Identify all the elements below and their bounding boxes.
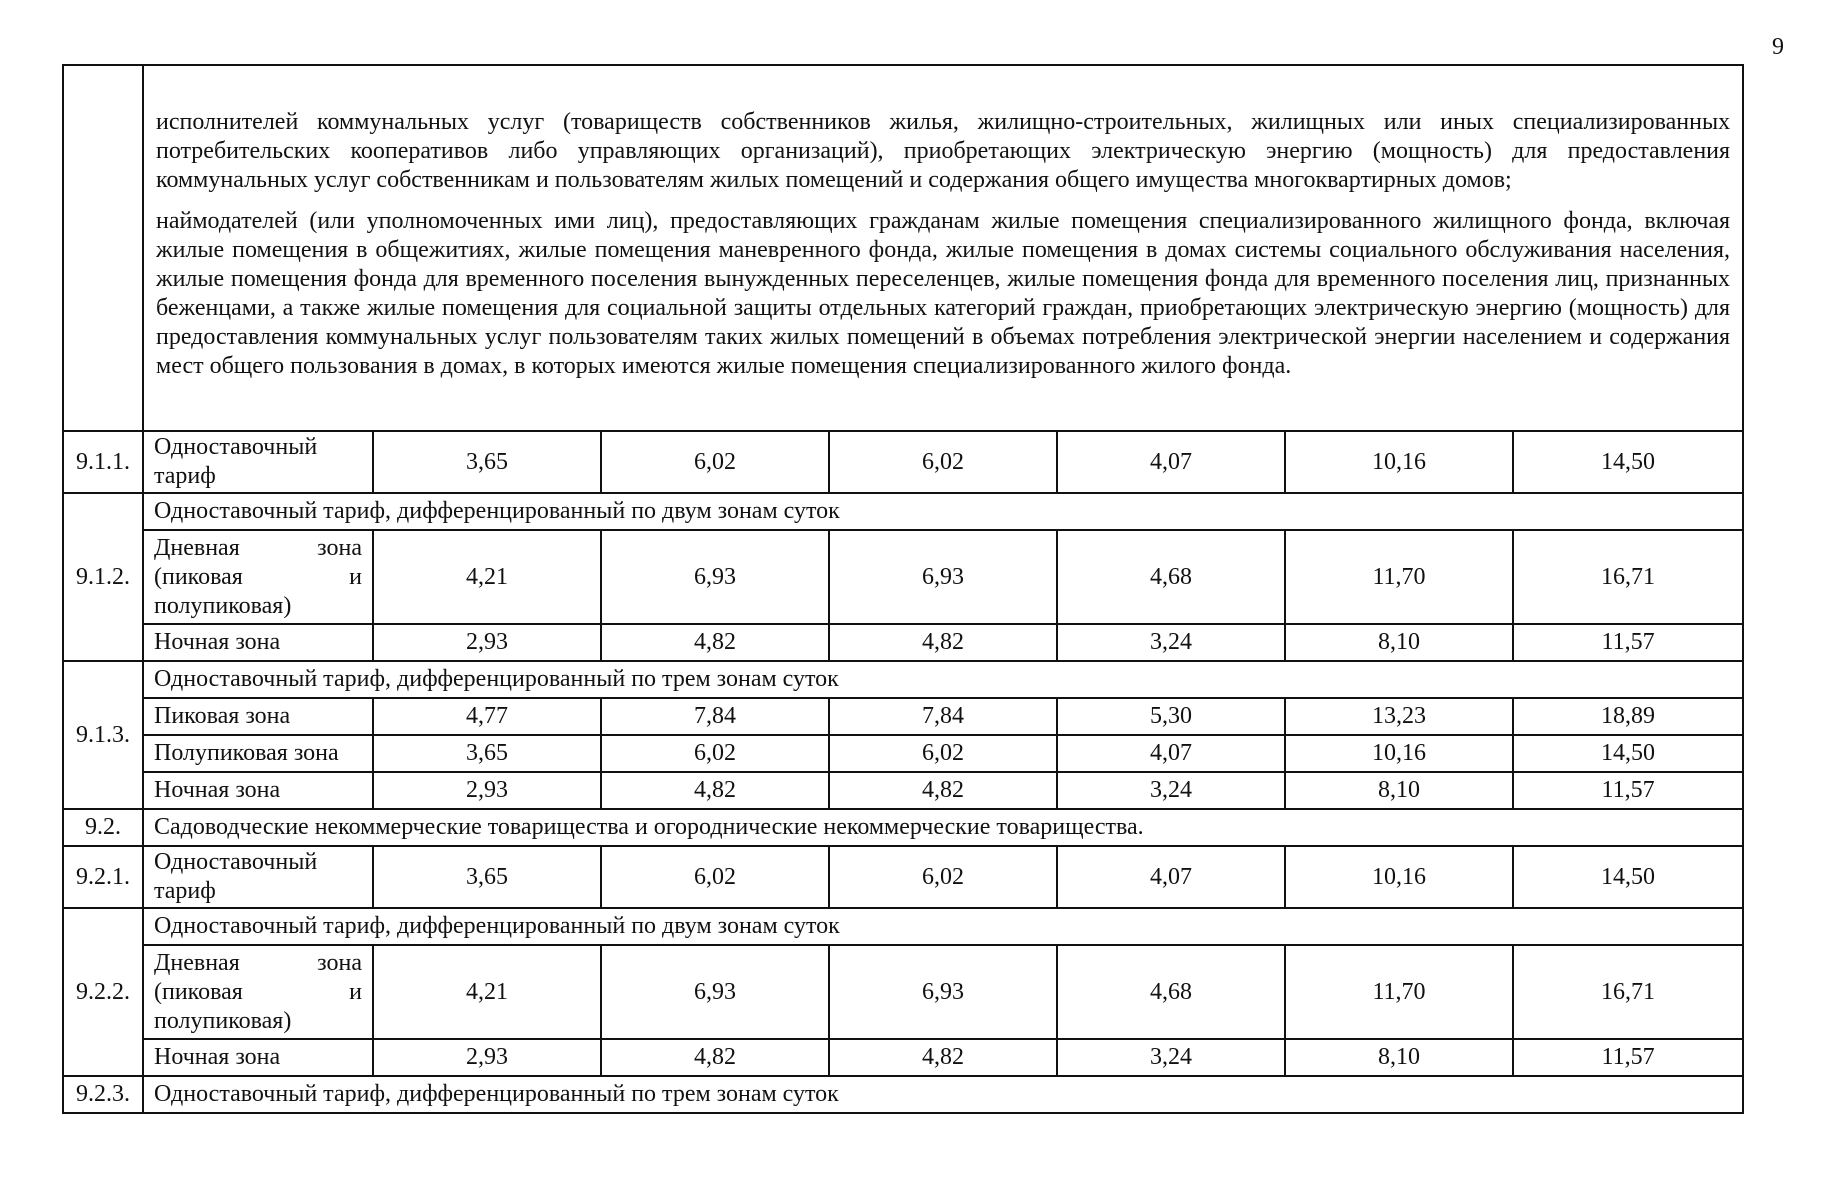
section-header: Одноставочный тариф, дифференцированный по трем зонам суток (143, 661, 1743, 698)
value-cell: 4,77 (373, 698, 601, 735)
page-number: 9 (1772, 34, 1784, 60)
value-cell: 6,02 (829, 735, 1057, 772)
row-number: 9.2.1. (63, 846, 143, 908)
value-cell: 6,93 (601, 530, 829, 624)
row-label: Полупиковая зона (143, 735, 373, 772)
section-header: Одноставочный тариф, дифференцированный по двум зонам суток (143, 493, 1743, 530)
intro-row (63, 65, 1743, 431)
value-cell: 6,02 (601, 735, 829, 772)
value-cell: 18,89 (1513, 698, 1743, 735)
row-number: 9.1.3. (63, 661, 143, 809)
value-cell: 6,02 (829, 846, 1057, 908)
row-number: 9.1.1. (63, 431, 143, 493)
row-label-day-zone: Дневная зона (пиковая и полупиковая) (143, 945, 373, 1039)
row-label-day-zone: Дневная зона (пиковая и полупиковая) (143, 530, 373, 624)
value-cell: 16,71 (1513, 945, 1743, 1039)
value-cell: 4,07 (1057, 735, 1285, 772)
value-cell: 6,02 (601, 846, 829, 908)
value-cell: 2,93 (373, 1039, 601, 1076)
table-row-9-2-2-day (63, 945, 1743, 1039)
row-label: Ночная зона (143, 772, 373, 809)
value-cell: 4,68 (1057, 530, 1285, 624)
value-cell: 7,84 (601, 698, 829, 735)
intro-paragraph-2: наймодателей (или уполномоченных ими лиц), предоставляющих гражданам жилые помещения специализированного жилищного фонда, включая жилые помещения в общежитиях, жилые помещения маневренного фонда, жилые помещения в домах системы социального обслуживания населения, жилые помещения фонда для временного поселения вынужденных переселенцев, жилые помещения фонда для временного поселения лиц, признанных беженцами, а также жилые помещения для социальной защиты отдельных категорий граждан, приобретающих электрическую энергию (мощность) для предоставления коммунальных услуг пользователям таких жилых помещений в объемах потребления электрической энергии населением и содержания мест общего пользования в домах, в которых имеются жилые помещения специализированного жилого фонда. (156, 207, 1731, 379)
value-cell: 14,50 (1513, 431, 1743, 493)
table-row-9-1-1 (63, 431, 1743, 493)
value-cell: 11,57 (1513, 624, 1743, 661)
value-cell: 3,65 (373, 735, 601, 772)
row-number: 9.2.2. (63, 908, 143, 1076)
value-cell: 10,16 (1285, 846, 1513, 908)
value-cell: 11,57 (1513, 772, 1743, 809)
row-label: Ночная зона (143, 624, 373, 661)
value-cell: 4,21 (373, 945, 601, 1039)
value-cell: 14,50 (1513, 846, 1743, 908)
row-label: Одноставочный тариф (143, 846, 373, 908)
value-cell: 8,10 (1285, 772, 1513, 809)
value-cell: 2,93 (373, 772, 601, 809)
row-number: 9.2.3. (63, 1076, 143, 1113)
table-row-9-1-3-night (63, 772, 1743, 809)
value-cell: 3,65 (373, 846, 601, 908)
value-cell: 8,10 (1285, 1039, 1513, 1076)
value-cell: 4,82 (601, 1039, 829, 1076)
value-cell: 6,02 (601, 431, 829, 493)
table-row-9-1-2-night (63, 624, 1743, 661)
value-cell: 4,82 (829, 772, 1057, 809)
value-cell: 10,16 (1285, 735, 1513, 772)
value-cell: 4,82 (601, 772, 829, 809)
value-cell: 3,24 (1057, 624, 1285, 661)
value-cell: 4,07 (1057, 431, 1285, 493)
row-label: Одноставочный тариф (143, 431, 373, 493)
value-cell: 4,82 (829, 624, 1057, 661)
value-cell: 11,70 (1285, 530, 1513, 624)
value-cell: 6,02 (829, 431, 1057, 493)
value-cell: 10,16 (1285, 431, 1513, 493)
value-cell: 3,24 (1057, 772, 1285, 809)
intro-text-cell (143, 65, 1743, 431)
value-cell: 3,24 (1057, 1039, 1285, 1076)
table-row-9-1-2-header (63, 493, 1743, 530)
value-cell: 4,07 (1057, 846, 1285, 908)
table-row-9-1-3-semi-peak (63, 735, 1743, 772)
table-row-9-2 (63, 809, 1743, 846)
value-cell: 6,93 (829, 945, 1057, 1039)
value-cell: 6,93 (601, 945, 829, 1039)
value-cell: 8,10 (1285, 624, 1513, 661)
value-cell: 16,71 (1513, 530, 1743, 624)
value-cell: 11,57 (1513, 1039, 1743, 1076)
table-row-9-1-2-day (63, 530, 1743, 624)
value-cell: 7,84 (829, 698, 1057, 735)
table-row-9-2-2-header (63, 908, 1743, 945)
value-cell: 4,82 (601, 624, 829, 661)
value-cell: 2,93 (373, 624, 601, 661)
intro-paragraph-1: исполнителей коммунальных услуг (товариществ собственников жилья, жилищно-строительных, жилищных или иных специализированных потребительских кооперативов либо управляющих организаций), приобретающих электрическую энергию (мощность) для предоставления коммунальных услуг собственникам и пользователям жилых помещений и содержания общего имущества многоквартирных домов; (156, 108, 1731, 193)
row-label: Ночная зона (143, 1039, 373, 1076)
value-cell: 4,68 (1057, 945, 1285, 1039)
table-row-9-1-3-peak (63, 698, 1743, 735)
value-cell: 6,93 (829, 530, 1057, 624)
table-row-9-1-3-header (63, 661, 1743, 698)
section-header: Одноставочный тариф, дифференцированный по трем зонам суток (143, 1076, 1743, 1113)
section-header: Одноставочный тариф, дифференцированный по двум зонам суток (143, 908, 1743, 945)
value-cell: 4,82 (829, 1039, 1057, 1076)
value-cell: 14,50 (1513, 735, 1743, 772)
value-cell: 5,30 (1057, 698, 1285, 735)
table-row-9-2-2-night (63, 1039, 1743, 1076)
value-cell: 3,65 (373, 431, 601, 493)
row-number: 9.2. (63, 809, 143, 846)
intro-num-cell (63, 65, 143, 431)
row-label: Пиковая зона (143, 698, 373, 735)
value-cell: 11,70 (1285, 945, 1513, 1039)
table-row-9-2-3 (63, 1076, 1743, 1113)
value-cell: 13,23 (1285, 698, 1513, 735)
table-row-9-2-1 (63, 846, 1743, 908)
row-number: 9.1.2. (63, 493, 143, 661)
section-header: Садоводческие некоммерческие товарищества и огороднические некоммерческие товарищества. (143, 809, 1743, 846)
value-cell: 4,21 (373, 530, 601, 624)
tariff-table (62, 64, 1744, 1114)
